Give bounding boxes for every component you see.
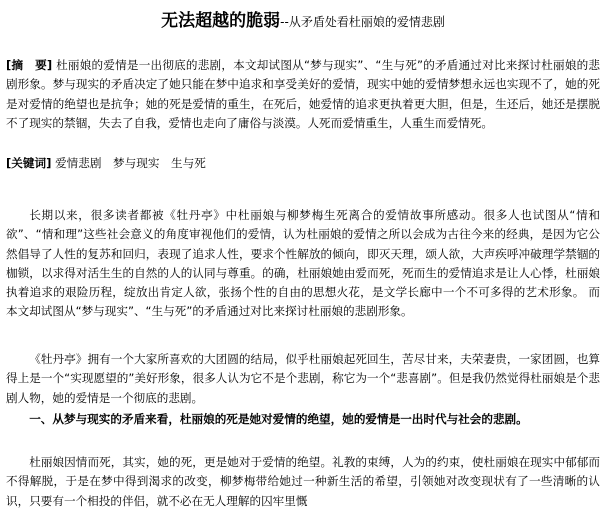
keywords-line (6, 154, 600, 173)
section-heading-1: 一、从梦与现实的矛盾来看，杜丽娘的死是她对爱情的绝望，她的爱情是一出时代与社会的悲剧。 (29, 412, 528, 426)
abstract-label: [摘 要] (6, 58, 53, 72)
article-title (0, 6, 606, 31)
keywords-label: [关键词] (6, 156, 52, 170)
title-subtitle: --从矛盾处看杜丽娘的爱情悲剧 (280, 15, 445, 29)
body-paragraph-1: 长期以来，很多读者都被《牡丹亭》中杜丽娘与柳梦梅生死离合的爱情故事所感动。很多人也试图从“情和欲”、“情和理”这些社会意义的角度审视他们的爱情，认为杜丽娘的爱情之所以会成为古往今来的经典，是因为它公然倡导了人性的复苏和回归，表现了追求人性，要求个性解放的倾向，即灭天理，颂人欲，大声疾呼冲破理学禁锢的枷锁，以求得对活生生的自然的人的认同与尊重。的确，杜丽娘她由爱而死，死而生的爱情追求是让人心悸，杜丽娘执着追求的艰险历程，绽放出肯定人欲，张扬个性的自由的思想火花，是文学长廊中一个不可多得的艺术形象。 而本文却试图从“梦与现实”、“生与死”的矛盾通过对比来探讨杜丽娘的悲剧形象。 (6, 208, 600, 319)
abstract-text: 杜丽娘的爱情是一出彻底的悲剧，本文却试图从“梦与现实”、“生与死”的矛盾通过对比来探讨杜丽娘的悲剧形象。梦与现实的矛盾决定了她只能在梦中追求和享受美好的爱情，现实中她的爱情梦想永远也实现不了，她的死是对爱情的绝望也是抗争；她的死是爱情的重生，在死后，她爱情的追求更执着更大胆，但是，生还后，她还是摆脱不了现实的禁锢，失去了自我，爱情也走向了庸俗与淡漠。人死而爱情重生，人重生而爱情死。 (6, 58, 601, 130)
keywords-text: 爱情悲剧 梦与现实 生与死 (55, 156, 206, 170)
abstract-paragraph (6, 56, 600, 133)
body-paragraph-2: 《牡丹亭》拥有一个大家所喜欢的大团圆的结局，似乎杜丽娘起死回生，苦尽甘来，夫荣妻贵，一家团圆，也算得上是一个“实现愿望的”美好形象，很多人认为它不是个悲剧，称它为一个“悲喜剧”。但是我仍然觉得杜丽娘是个悲剧人物，她的爱情是一个彻底的悲剧。 (6, 352, 600, 405)
title-main: 无法超越的脆弱 (161, 11, 281, 31)
body-paragraph-3: 杜丽娘因情而死，其实，她的死，更是她对于爱情的绝望。礼教的束缚，人为的约束，使杜丽娘在现实中郁郁而不得解脱，于是在梦中得到渴求的改变，柳梦梅带给她过一种新生活的希望，引领她对改变现状有了一些清晰的认识，只要有一个相投的伴侣，就不必在无人理解的囚牢里慨 (6, 455, 600, 508)
